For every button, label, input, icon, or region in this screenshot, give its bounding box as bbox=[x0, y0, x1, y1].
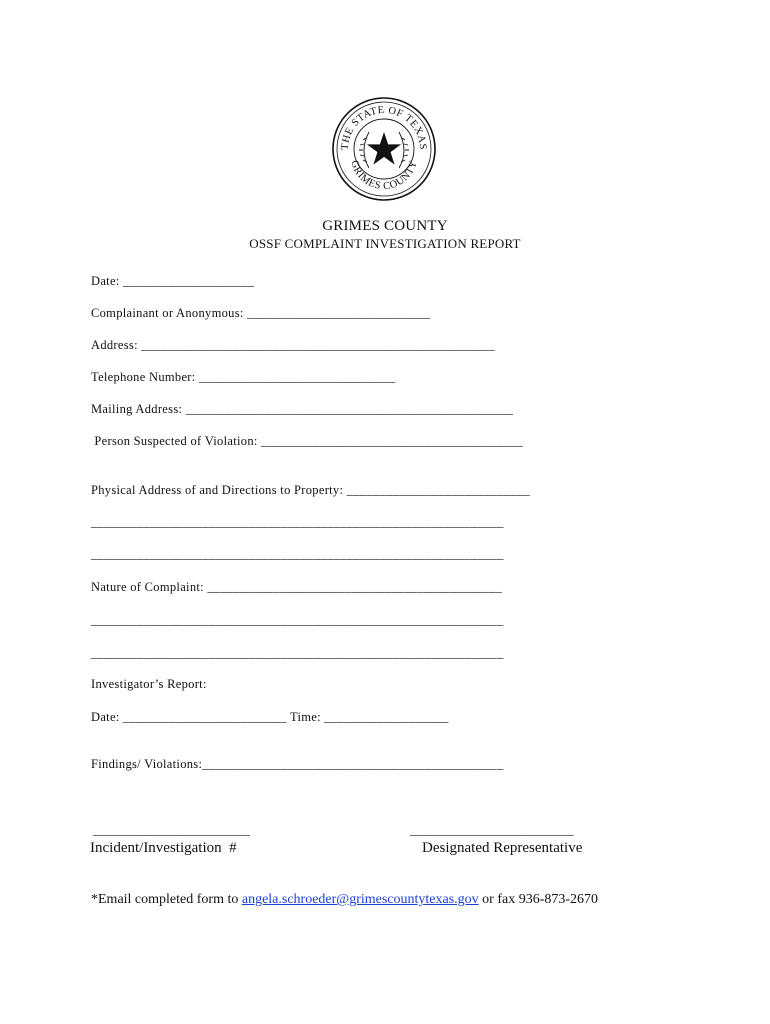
blank-line: _______________________________________________________________ bbox=[91, 613, 504, 627]
report-title: OSSF COMPLAINT INVESTIGATION REPORT bbox=[249, 236, 521, 251]
date-field: Date: ____________________ bbox=[91, 274, 254, 288]
seal-top-text: THE STATE OF TEXAS bbox=[339, 104, 429, 151]
representative-signature-line: _________________________ bbox=[410, 823, 574, 837]
physical-address-field: Physical Address of and Directions to Property: ____________________________ bbox=[91, 483, 531, 497]
county-title: GRIMES COUNTY bbox=[322, 218, 448, 234]
blank-line: _______________________________________________________________ bbox=[91, 646, 504, 660]
footer-instructions bbox=[91, 892, 598, 908]
footer-suffix: or fax 936-873-2670 bbox=[478, 892, 599, 907]
live-oak-branch-right bbox=[399, 132, 409, 168]
telephone-field: Telephone Number: ______________________________ bbox=[91, 370, 396, 384]
findings-violations-field: Findings/ Violations:______________________________________________ bbox=[91, 757, 504, 771]
investigator-report-heading: Investigator’s Report: bbox=[91, 677, 207, 691]
address-field: Address: ______________________________________________________ bbox=[91, 338, 495, 352]
mailing-address-field: Mailing Address: __________________________________________________ bbox=[91, 402, 514, 416]
nature-of-complaint-field: Nature of Complaint: _____________________________________________ bbox=[91, 580, 503, 594]
incident-investigation-label: Incident/Investigation # bbox=[90, 840, 237, 856]
email-link[interactable]: angela.schroeder@grimescountytexas.gov bbox=[241, 892, 479, 907]
svg-text:GRIMES COUNTY bbox=[348, 159, 419, 192]
blank-line: _______________________________________________________________ bbox=[91, 515, 504, 529]
designated-representative-label: Designated Representative bbox=[422, 840, 583, 856]
suspect-field: Person Suspected of Violation: ________________________________________ bbox=[91, 434, 524, 448]
footer-prefix: *Email completed form to bbox=[91, 892, 242, 907]
star-icon bbox=[367, 132, 401, 165]
complainant-field: Complainant or Anonymous: ____________________________ bbox=[91, 306, 431, 320]
texas-state-seal bbox=[331, 96, 437, 202]
olive-branch-left bbox=[359, 132, 369, 168]
investigation-date-time-field: Date: _________________________ Time: ___________________ bbox=[91, 710, 449, 724]
incident-signature-line: ________________________ bbox=[93, 823, 251, 837]
seal-bottom-text: GRIMES COUNTY bbox=[348, 159, 420, 193]
blank-line: _______________________________________________________________ bbox=[91, 547, 504, 561]
